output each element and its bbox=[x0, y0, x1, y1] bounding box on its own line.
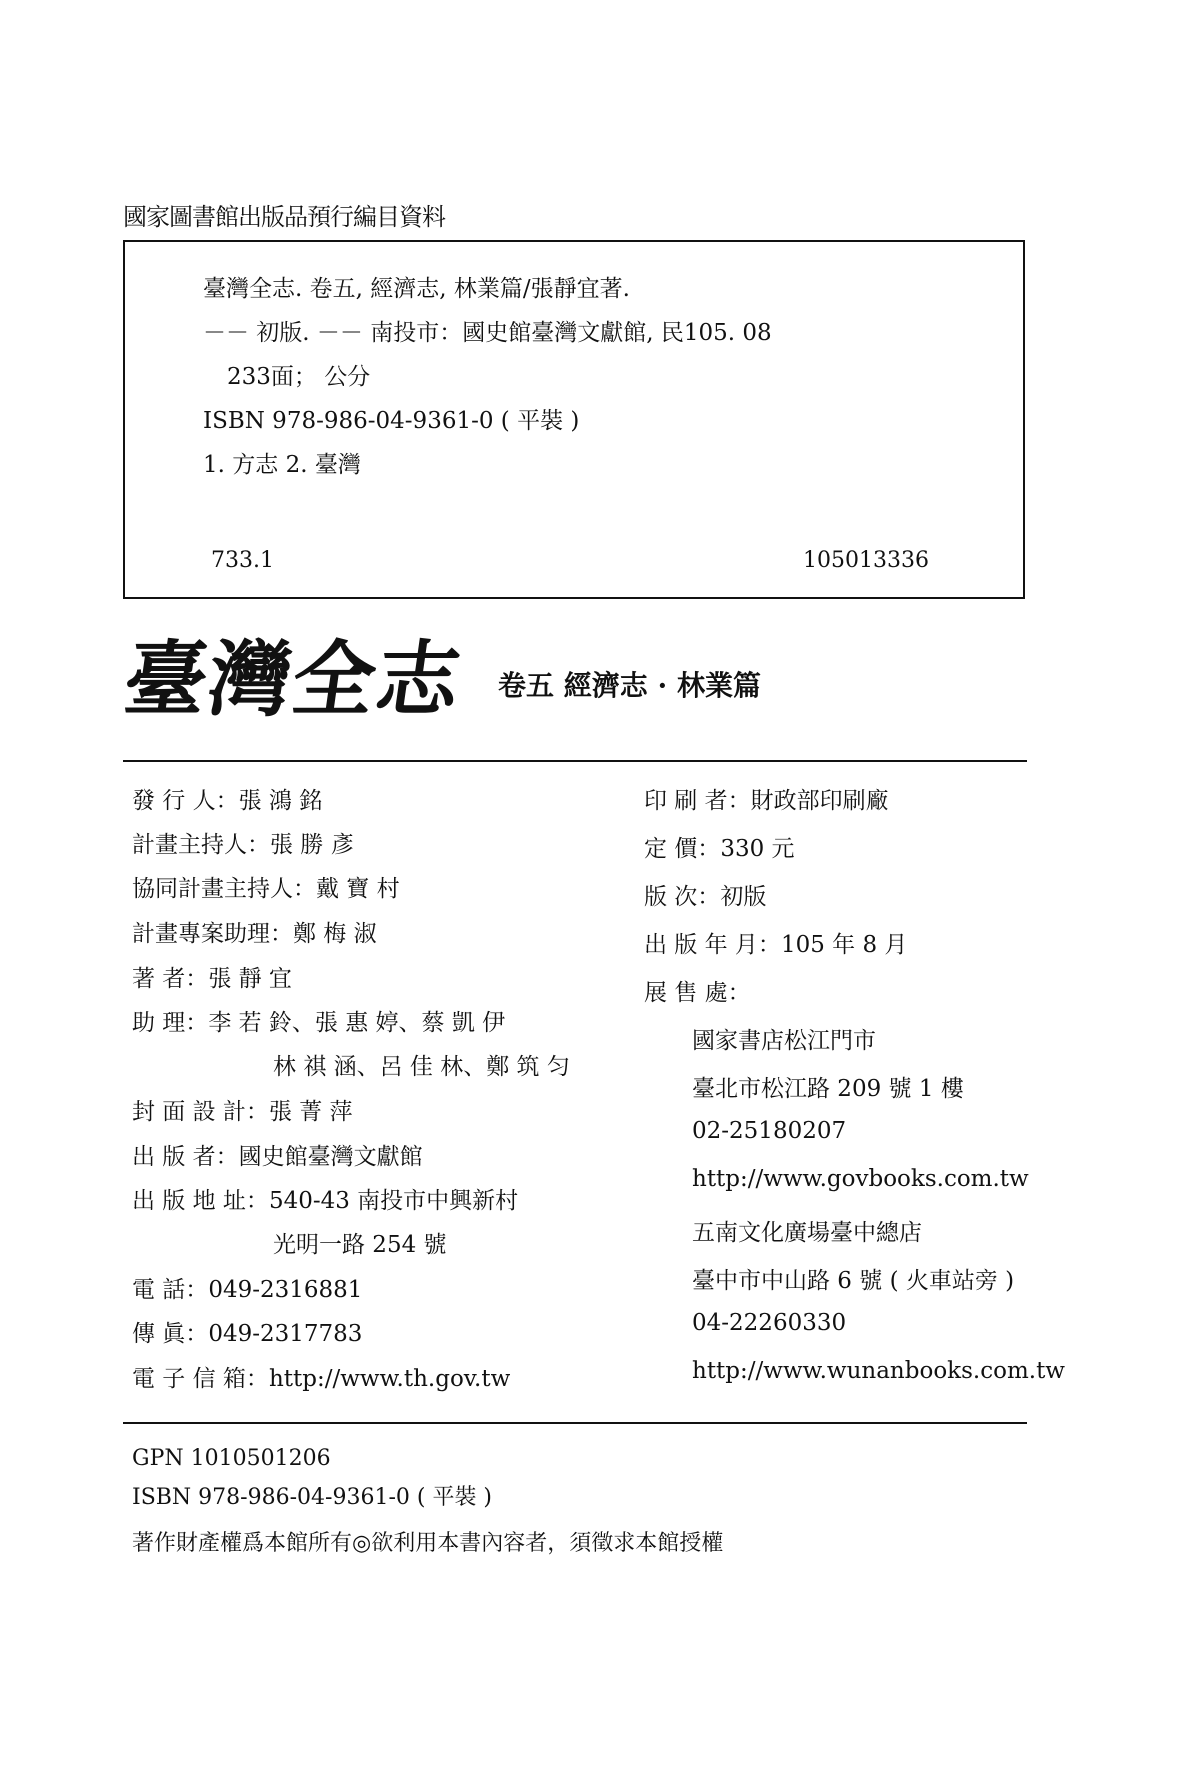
credit-label: 出 版 者： bbox=[132, 1144, 239, 1170]
credit-row bbox=[132, 1138, 423, 1171]
credit-value: http://www.th.gov.tw bbox=[268, 1366, 511, 1392]
credit-label: 封 面 設 計： bbox=[132, 1099, 269, 1125]
cip-line: ISBN 978-986-04-9361-0 ( 平裝 ) bbox=[203, 408, 580, 434]
footer-gpn: GPN 1010501206 bbox=[132, 1446, 331, 1471]
retailer-link[interactable]: http://www.govbooks.com.tw bbox=[692, 1166, 1029, 1192]
credit-value: 林 祺 涵、呂 佳 林、鄭 筑 匀 bbox=[273, 1054, 570, 1080]
credit-label: 版 次： bbox=[644, 884, 721, 910]
credit-row bbox=[132, 1315, 362, 1348]
credit-row bbox=[132, 826, 354, 859]
credit-label: 協同計畫主持人： bbox=[132, 876, 316, 902]
credit-label: 定 價： bbox=[644, 836, 721, 862]
credit-value: 105 年 8 月 bbox=[780, 932, 908, 958]
retailer-line: 國家書店松江門市 bbox=[692, 1028, 876, 1054]
retailer-line: 臺中市中山路 6 號 ( 火車站旁 ) bbox=[692, 1268, 1015, 1294]
credit-value: 初版 bbox=[720, 884, 767, 910]
retailer-line: 02-25180207 bbox=[692, 1118, 847, 1144]
credit-label: 電 子 信 箱： bbox=[132, 1366, 269, 1392]
credit-row bbox=[132, 1093, 353, 1126]
volume-title: 卷五 經濟志 · 林業篇 bbox=[498, 669, 761, 702]
cip-line: 臺灣全志. 卷五, 經濟志, 林業篇/張靜宜著. bbox=[203, 276, 630, 302]
credit-row bbox=[132, 782, 322, 815]
retailer-line: 臺北市松江路 209 號 1 樓 bbox=[692, 1076, 964, 1102]
credit-label: 發 行 人： bbox=[132, 788, 239, 814]
footer-isbn: ISBN 978-986-04-9361-0 ( 平裝 ) bbox=[132, 1485, 493, 1510]
credit-value: 張 菁 萍 bbox=[268, 1099, 353, 1125]
cip-line: 1. 方志 2. 臺灣 bbox=[203, 452, 361, 478]
credit-value: 049-2316881 bbox=[208, 1277, 363, 1303]
credit-row bbox=[273, 1048, 570, 1081]
credit-label: 計畫主持人： bbox=[132, 832, 270, 858]
credit-row bbox=[132, 1271, 362, 1304]
cip-line: －－ 初版. －－ 南投市：國史館臺灣文獻館, 民105. 08 bbox=[203, 320, 772, 346]
cip-record-box bbox=[123, 240, 1025, 599]
credit-label: 出 版 地 址： bbox=[132, 1188, 269, 1214]
credit-label: 著 者： bbox=[132, 966, 209, 992]
credit-value: 光明一路 254 號 bbox=[273, 1232, 447, 1258]
credit-row bbox=[644, 878, 766, 911]
credit-label: 展 售 處： bbox=[644, 980, 751, 1006]
credit-row bbox=[644, 782, 889, 815]
series-logo-text: 臺灣全志 bbox=[118, 632, 468, 728]
credit-value: 鄭 梅 淑 bbox=[293, 921, 377, 947]
credit-row bbox=[644, 830, 795, 863]
credit-value: 330 元 bbox=[720, 836, 795, 862]
credit-row bbox=[644, 974, 751, 1007]
divider-bottom bbox=[123, 1422, 1027, 1424]
cip-classification: 733.1 bbox=[211, 548, 274, 573]
credit-label: 電 話： bbox=[132, 1277, 209, 1303]
credit-row bbox=[132, 1360, 510, 1393]
credit-row bbox=[644, 926, 907, 959]
credit-label: 出 版 年 月： bbox=[644, 932, 781, 958]
credit-row bbox=[132, 1182, 518, 1215]
cip-heading: 國家圖書館出版品預行編目資料 bbox=[123, 203, 445, 231]
credit-label: 傳 眞： bbox=[132, 1321, 209, 1347]
cip-record-number: 105013336 bbox=[803, 548, 929, 573]
credit-value: 張 靜 宜 bbox=[208, 966, 292, 992]
footer-copyright: 著作財產權爲本館所有◎欲利用本書內容者，須徵求本館授權 bbox=[132, 1531, 724, 1556]
retailer-link[interactable]: http://www.wunanbooks.com.tw bbox=[692, 1358, 1065, 1384]
series-logo bbox=[118, 632, 468, 728]
credit-value: 李 若 鈴、張 惠 婷、蔡 凱 伊 bbox=[208, 1010, 506, 1036]
credit-value: 張 勝 彥 bbox=[270, 832, 354, 858]
credit-row bbox=[132, 870, 400, 903]
credit-row bbox=[132, 960, 292, 993]
credit-value: 國史館臺灣文獻館 bbox=[238, 1144, 423, 1170]
credit-label: 計畫專案助理： bbox=[132, 921, 293, 947]
credit-value: 張 鴻 銘 bbox=[238, 788, 323, 814]
retailer-line: 04-22260330 bbox=[692, 1310, 847, 1336]
credit-value: 049-2317783 bbox=[208, 1321, 363, 1347]
credit-label: 助 理： bbox=[132, 1010, 209, 1036]
retailer-line: 五南文化廣場臺中總店 bbox=[692, 1220, 922, 1246]
credit-label: 印 刷 者： bbox=[644, 788, 751, 814]
credit-row bbox=[273, 1226, 447, 1259]
credit-row bbox=[132, 915, 377, 948]
credit-value: 540-43 南投市中興新村 bbox=[268, 1188, 519, 1214]
divider-top bbox=[123, 760, 1027, 762]
cip-line: 233面； 公分 bbox=[227, 364, 371, 390]
credit-row bbox=[132, 1004, 505, 1037]
credit-value: 財政部印刷廠 bbox=[750, 788, 889, 814]
credit-value: 戴 寶 村 bbox=[316, 876, 400, 902]
